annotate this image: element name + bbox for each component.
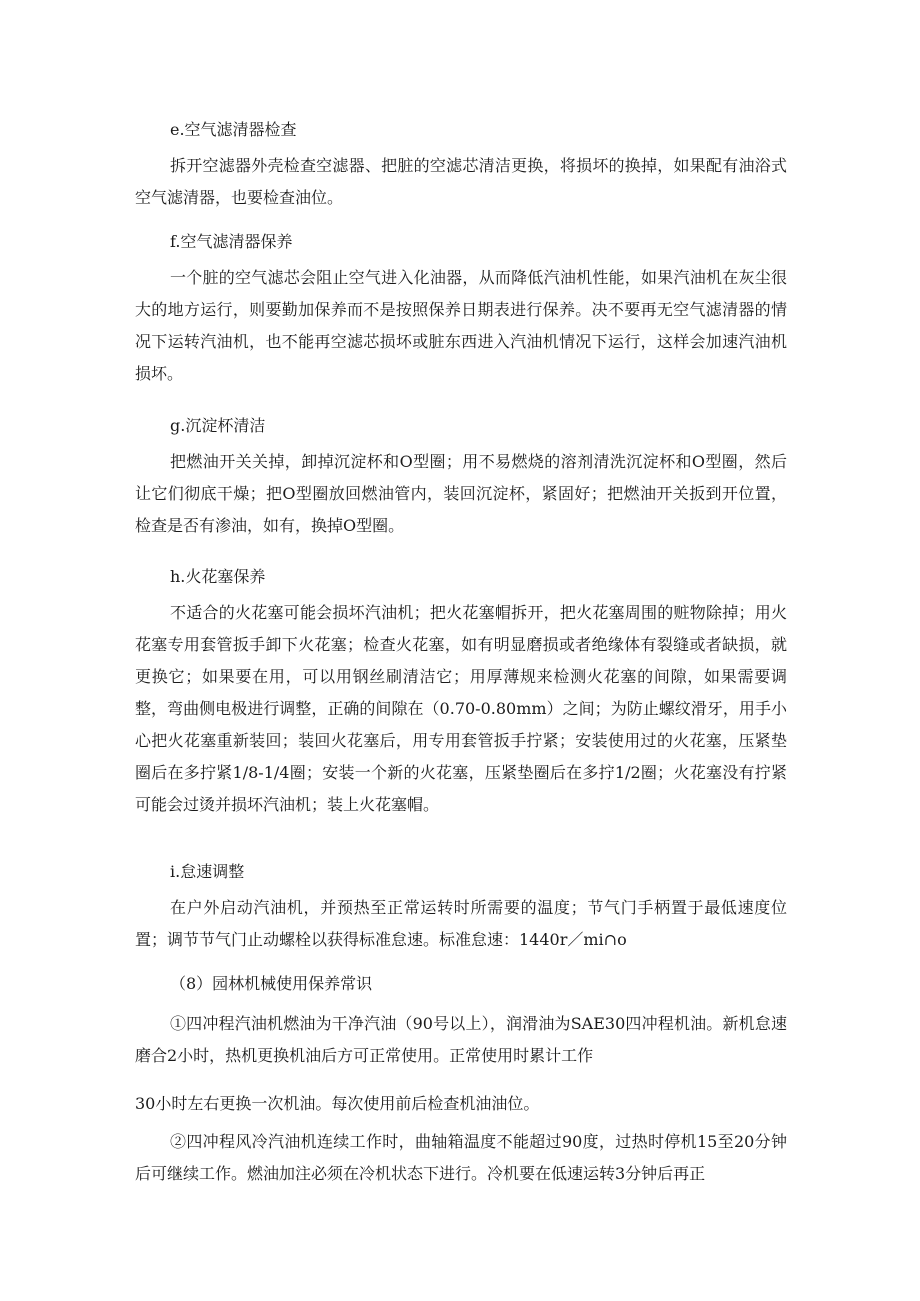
paragraph-air-filter-check: 拆开空滤器外壳检查空滤器、把脏的空滤芯清洁更换，将损坏的换掉，如果配有油浴式空气滤清器，也要检查油位。 xyxy=(135,156,787,207)
paragraph-air-filter-maintenance: 一个脏的空气滤芯会阻止空气进入化油器，从而降低汽油机性能，如果汽油机在灰尘很大的地方运行，则要勤加保养而不是按照保养日期表进行保养。决不要再无空气滤清器的情况下运转汽油机，也不能再空滤芯损坏或脏东西进入汽油机情况下运行，这样会加速汽油机损坏。 xyxy=(135,268,787,383)
paragraph-spark-plug: 不适合的火花塞可能会损坏汽油机；把火花塞帽拆开，把火花塞周围的赃物除掉；用火花塞专用套管扳手卸下火花塞；检查火花塞，如有明显磨损或者绝缘体有裂缝或者缺损，就更换它；如果要在用，可以用钢丝刷清洁它；用厚薄规来检测火花塞的间隙，如果需要调整，弯曲侧电极进行调整，正确的间隙在（0.70-0.80mm）之间；为防止螺纹滑牙，用手小心把火花塞重新装回；装回火花塞后，用专用套管扳手拧紧；安装使用过的火花塞，压紧垫圈后在多拧紧1/8-1/4圈；安装一个新的火花塞，压紧垫圈后在多拧1/2圈；火花塞没有拧紧可能会过烫并损坏汽油机；装上火花塞帽。 xyxy=(135,603,787,814)
heading-air-filter-maintenance: f.空气滤清器保养 xyxy=(170,232,293,251)
paragraph-item-2: ②四冲程风冷汽油机连续工作时，曲轴箱温度不能超过90度，过热时停机15至20分钟后可继续工作。燃油加注必须在冷机状态下进行。冷机要在低速运转3分钟后再正 xyxy=(135,1132,787,1183)
heading-idle-adjustment: i.怠速调整 xyxy=(170,862,245,881)
paragraph-sediment-cup: 把燃油开关关掉，卸掉沉淀杯和O型圈；用不易燃烧的溶剂清洗沉淀杯和O型圈，然后让它们彻底干燥；把O型圈放回燃油管内，装回沉淀杯，紧固好；把燃油开关扳到开位置，检查是否有渗油，如有，换掉O型圈。 xyxy=(135,452,787,535)
paragraph-idle-adjustment: 在户外启动汽油机，并预热至正常运转时所需要的温度；节气门手柄置于最低速度位置；调节节气门止动螺栓以获得标准怠速。标准怠速：1440r／mi∩o xyxy=(135,898,787,949)
paragraph-item-1: ①四冲程汽油机燃油为干净汽油（90号以上），润滑油为SAE30四冲程机油。新机怠速磨合2小时，热机更换机油后方可正常使用。正常使用时累计工作 xyxy=(135,1014,787,1065)
heading-air-filter-check: e.空气滤清器检查 xyxy=(170,120,297,139)
heading-garden-machinery: （8）园林机械使用保养常识 xyxy=(170,974,373,993)
heading-sediment-cup: g.沉淀杯清洁 xyxy=(170,416,266,435)
paragraph-item-1-continued: 30小时左右更换一次机油。每次使用前后检查机油油位。 xyxy=(135,1094,540,1113)
heading-spark-plug: h.火花塞保养 xyxy=(170,567,266,586)
